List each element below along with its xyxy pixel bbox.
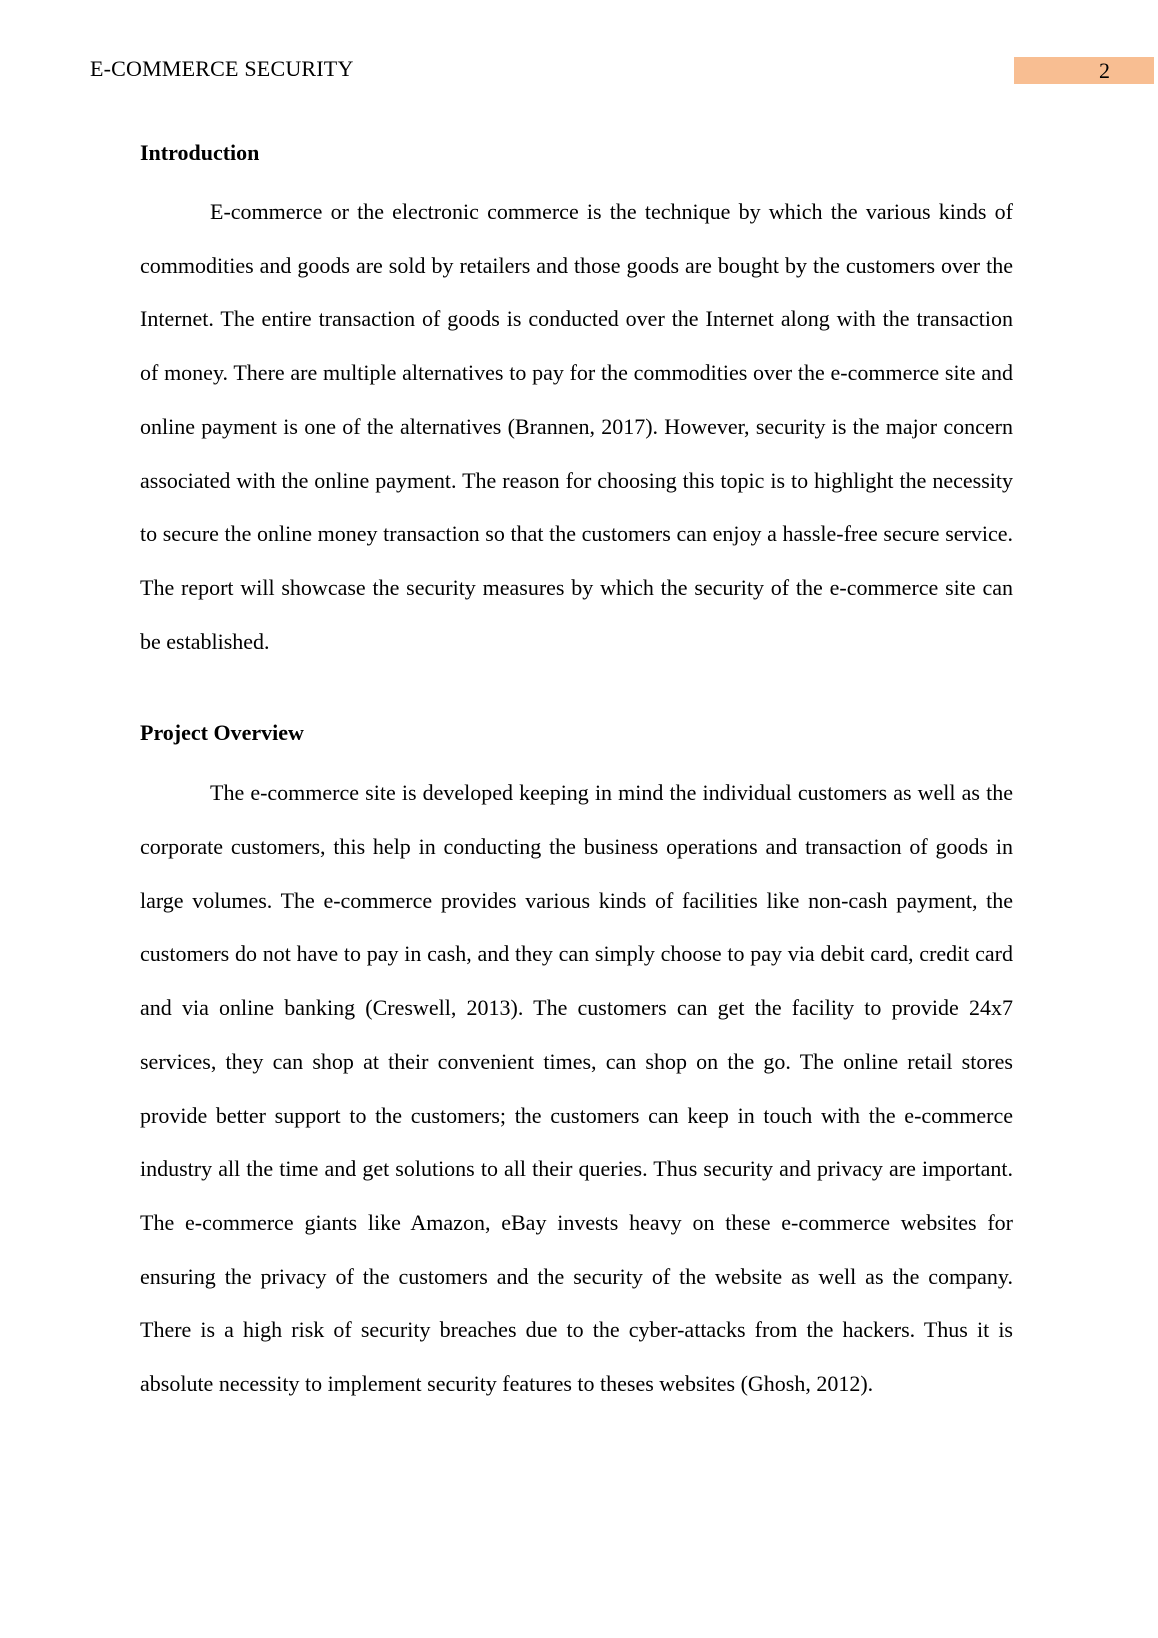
section-spacer: [140, 668, 1013, 716]
project-overview-heading: Project Overview: [140, 720, 304, 746]
project-overview-paragraph: The e-commerce site is developed keeping in mind the individual customers as well as the corporate customers, this help in conducting the business operations and transaction of goods in large volumes. The e-commerce provides various kinds of facilities like non-cash payment, the customers do not have to pay in cash, and they can simply choose to pay via debit card, credit card and via online banking (Creswell, 2013). The customers can get the facility to provide 24x7 services, they can shop at their convenient times, can shop on the go. The online retail stores provide better support to the customers; the customers can keep in touch with the e-commerce industry all the time and get solutions to all their queries. Thus security and privacy are important. The e-commerce giants like Amazon, eBay invests heavy on these e-commerce websites for ensuring the privacy of the customers and the security of the website as well as the company. There is a high risk of security breaches due to the cyber-attacks from the hackers. Thus it is absolute necessity to implement security features to theses websites (Ghosh, 2012).: [140, 780, 1013, 1397]
page-number-highlight: [1014, 57, 1154, 84]
introduction-paragraph: E-commerce or the electronic commerce is the technique by which the various kinds of commodities and goods are sold by retailers and those goods are bought by the customers over the Internet. The entire transaction of goods is conducted over the Internet along with the transaction of money. There are multiple alternatives to pay for the commodities over the e-commerce site and online payment is one of the alternatives (Brannen, 2017). However, security is the major concern associated with the online payment. The reason for choosing this topic is to highlight the necessity to secure the online money transaction so that the customers can enjoy a hassle-free secure service. The report will showcase the security measures by which the security of the e-commerce site can be established.: [140, 199, 1013, 654]
document-body: [140, 136, 1013, 1411]
page-number: 2: [1099, 58, 1110, 83]
running-head-title: E-COMMERCE SECURITY: [90, 56, 354, 81]
introduction-heading: Introduction: [140, 140, 260, 165]
